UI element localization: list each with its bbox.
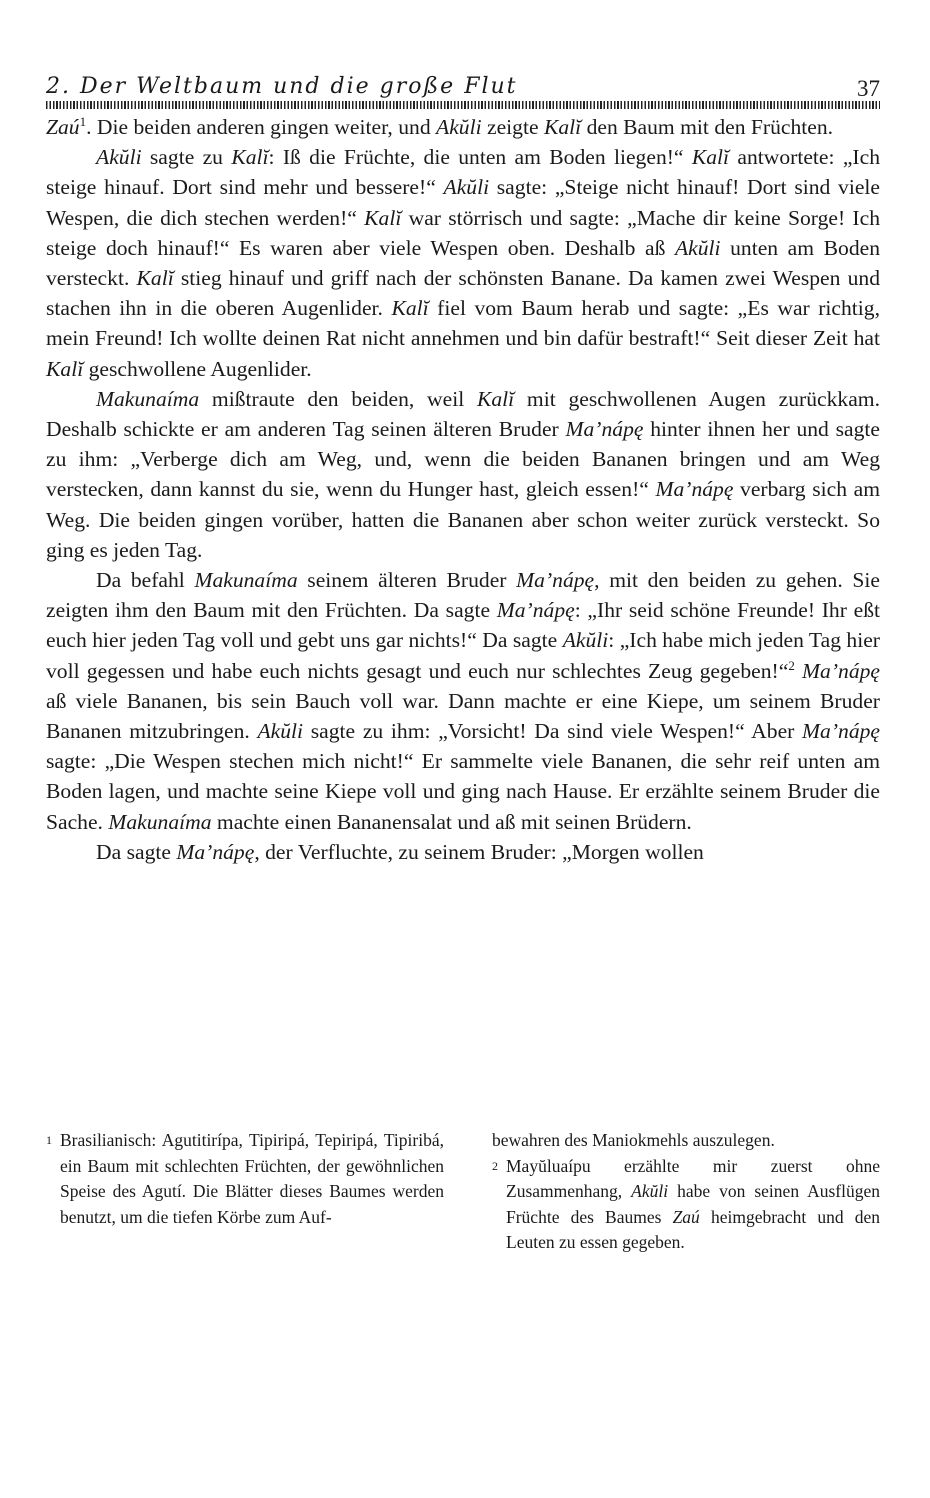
italic-name: Zaú <box>672 1206 700 1227</box>
footnote-reference: 1 <box>79 113 87 129</box>
italic-name: Ma’nápę <box>802 658 880 683</box>
running-header <box>46 74 880 102</box>
footnote <box>492 1128 880 1154</box>
footnote-mark: 2 <box>492 1158 498 1173</box>
italic-name: Ma’nápę <box>496 598 575 623</box>
text-run: machte einen Bananensalat und aß mit seinen Brüdern. <box>211 809 692 834</box>
italic-name: Ma’nápę <box>655 477 734 502</box>
text-run: verbarg sich am Weg. Die beiden gingen vorüber, hatten die Bananen aber schon weiter zurück versteckt. So ging es jeden Tag. <box>46 477 880 562</box>
italic-name: Ma’nápę <box>176 839 255 864</box>
text-run: fiel vom Baum herab und sagte: „Es war richtig, mein Freund! Ich wollte deinen Rat nicht annehmen und bin dafür bestraft!“ Seit dieser Zeit hat <box>46 296 880 351</box>
text-run: den Baum mit den Früchten. <box>581 115 834 139</box>
text-run: war störrisch und sagte: „Mache dir keine Sorge! Ich steige doch hinauf!“ Es waren aber viele Wespen oben. Deshalb aß <box>46 205 880 260</box>
text-run: , der Verfluchte, zu seinem Bruder: „Morgen wollen <box>254 839 704 864</box>
footnote-mark: 1 <box>46 1133 52 1147</box>
text-run: stieg hinauf und griff nach der schönsten Banane. Da kamen zwei Wespen und stachen ihn in die oberen Augenlider. <box>46 266 880 321</box>
text-run: Mayŭluaípu erzählte mir zuerst ohne Zusammenhang, <box>506 1155 880 1201</box>
text-run: : „Ihr seid schöne Freunde! Ihr eßt euch hier jeden Tag voll und gebt uns gar nichts!“ Da sagte <box>46 598 880 653</box>
paragraph <box>46 384 880 565</box>
text-run: Da befahl <box>96 568 195 593</box>
text-run: sagte zu <box>141 145 232 170</box>
text-run: mit geschwollenen Augen zurückkam. Deshalb schickte er am anderen Tag seinen älteren Bruder <box>46 386 880 442</box>
italic-name: Kalĭ <box>136 266 174 291</box>
italic-name: Akŭli <box>631 1181 669 1201</box>
text-run: sagte: „Steige nicht hinauf! Dort sind viele Wespen, die dich stechen werden!“ <box>46 175 880 230</box>
text-run: : „Ich habe mich jeden Tag hier voll gegessen und habe euch nichts gesagt und euch nur schlechtes Zeug gegeben!“ <box>46 628 881 683</box>
text-run: seinem älteren Bruder <box>297 568 517 593</box>
text-run: sagte zu ihm: „Vorsicht! Da sind viele Wespen!“ Aber <box>303 719 803 744</box>
text-run: , mit den beiden zu gehen. Sie zeigten ihm den Baum mit den Früchten. Da sagte <box>46 568 880 623</box>
italic-name: Akŭli <box>257 719 304 744</box>
text-run: geschwollene Augenlider. <box>83 356 312 381</box>
text-run: mißtraute den beiden, weil <box>199 386 477 411</box>
italic-name: Kalĭ <box>231 145 269 170</box>
text-run: antwortete: „Ich steige hinauf. Dort sind mehr und bessere!“ <box>46 145 880 200</box>
text-run: Da sagte <box>96 839 177 864</box>
footnote-reference: 2 <box>788 657 795 673</box>
italic-name: Makunaíma <box>96 386 200 411</box>
italic-name: Ma’nápę <box>802 719 880 744</box>
paragraph <box>46 565 880 837</box>
paragraph <box>46 112 880 142</box>
italic-name: Akŭli <box>674 235 721 260</box>
text-run: zeigte <box>481 115 544 139</box>
italic-name: Kalĭ <box>691 145 730 170</box>
text-run: aß viele Bananen, bis sein Bauch voll war. Dann machte er eine Kiepe, um seinem Bruder Bananen mitzubringen. <box>46 688 880 744</box>
italic-name: Kalĭ <box>391 296 429 321</box>
footnote <box>492 1154 880 1256</box>
chapter-title: 2. Der Weltbaum und die große Flut <box>46 74 518 99</box>
footnote <box>46 1128 444 1230</box>
italic-name: Kalĭ <box>476 386 515 411</box>
paragraph <box>46 837 880 867</box>
paragraph <box>46 142 880 384</box>
page-number: 37 <box>857 76 880 101</box>
italic-name: Kalĭ <box>46 356 84 381</box>
body-text <box>46 112 880 867</box>
text-run: heimgebracht und den Leuten zu essen gegeben. <box>506 1206 880 1252</box>
text-run: Brasilianisch: Agutitirípa, Tipiripá, Tepiripá, Tipiribá, ein Baum mit schlechten Früchten, der gewöhnlichen Speise des Agutí. Die Blätter dieses Baumes werden benutzt, um die tiefen Körbe zum Auf- <box>60 1130 444 1227</box>
header-rule <box>46 101 880 109</box>
text-run: . Die beiden anderen gingen weiter, und <box>86 115 437 139</box>
italic-name: Akŭli <box>436 115 482 139</box>
text-run <box>795 659 802 683</box>
italic-name: Makunaíma <box>108 809 212 834</box>
text-run: bewahren des Maniokmehls auszulegen. <box>492 1130 775 1150</box>
italic-name: Ma’nápę <box>516 568 595 593</box>
text-run: hinter ihnen her und sagte zu ihm: „Verberge dich am Weg, und, wenn die beiden Bananen bringen und am Weg verstecken, dann kannst du sie, wenn du Hunger hast, gleich essen!“ <box>46 417 880 502</box>
italic-name: Ma’nápę <box>565 417 644 442</box>
italic-name: Akŭli <box>562 628 609 653</box>
text-run: : Iß die Früchte, die unten am Boden liegen!“ <box>268 145 692 170</box>
italic-name: Zaú <box>46 115 80 139</box>
italic-name: Kalĭ <box>364 205 402 230</box>
italic-name: Makunaíma <box>194 568 298 593</box>
italic-name: Kalĭ <box>543 115 582 139</box>
text-run: habe von seinen Ausflügen Früchte des Baumes <box>506 1181 881 1227</box>
text-run: sagte: „Die Wespen stechen mich nicht!“ Er sammelte viele Bananen, die sehr reif unten am Boden lagen, und machte seine Kiepe voll und ging nach Hause. Er erzählte seinem Bruder die Sache. <box>46 749 880 834</box>
text-run: unten am Boden versteckt. <box>46 235 880 291</box>
italic-name: Akŭli <box>443 175 490 200</box>
italic-name: Akŭli <box>96 145 142 170</box>
footnotes-left-column <box>46 1128 444 1230</box>
footnotes-right-column <box>492 1128 880 1256</box>
